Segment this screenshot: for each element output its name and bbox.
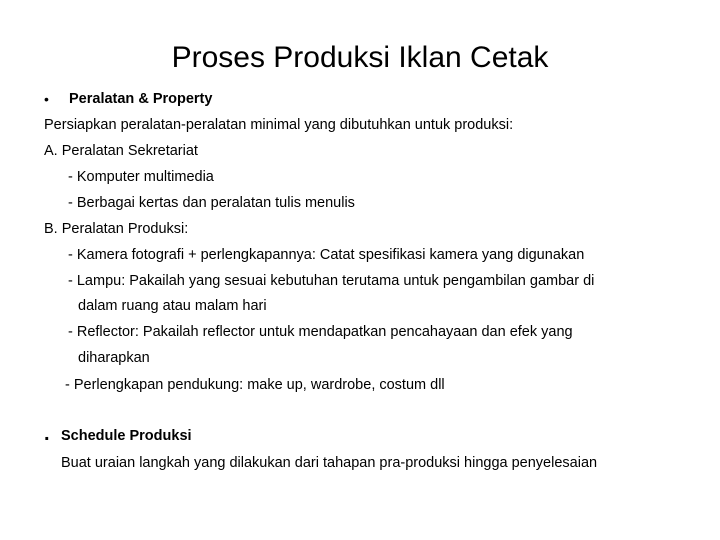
section-text-schedule: Buat uraian langkah yang dilakukan dari tahapan pra-produksi hingga penyelesaian (61, 455, 598, 471)
bullet-marker: • (44, 91, 49, 107)
list-item: - Berbagai kertas dan peralatan tulis menulis (68, 195, 355, 211)
section-heading-schedule: Schedule Produksi (61, 428, 192, 444)
list-item: - Perlengkapan pendukung: make up, wardrobe, costum dll (65, 377, 445, 393)
slide-title: Proses Produksi Iklan Cetak (171, 41, 549, 74)
list-item: - Reflector: Pakailah reflector untuk mendapatkan pencahayaan dan efek yang (68, 324, 573, 340)
list-item-continuation: dalam ruang atau malam hari (78, 298, 267, 314)
list-item: - Kamera fotografi + perlengkapannya: Catat spesifikasi kamera yang digunakan (68, 247, 585, 263)
bullet-marker: . (44, 423, 50, 445)
list-item-continuation: diharapkan (78, 350, 150, 366)
section-heading-peralatan: Peralatan & Property (69, 91, 213, 107)
group-a-label: A. Peralatan Sekretariat (44, 143, 198, 159)
group-b-label: B. Peralatan Produksi: (44, 221, 189, 237)
list-item: - Komputer multimedia (68, 169, 214, 185)
list-item: - Lampu: Pakailah yang sesuai kebutuhan terutama untuk pengambilan gambar di (68, 273, 595, 289)
section-intro: Persiapkan peralatan-peralatan minimal yang dibutuhkan untuk produksi: (44, 117, 514, 133)
